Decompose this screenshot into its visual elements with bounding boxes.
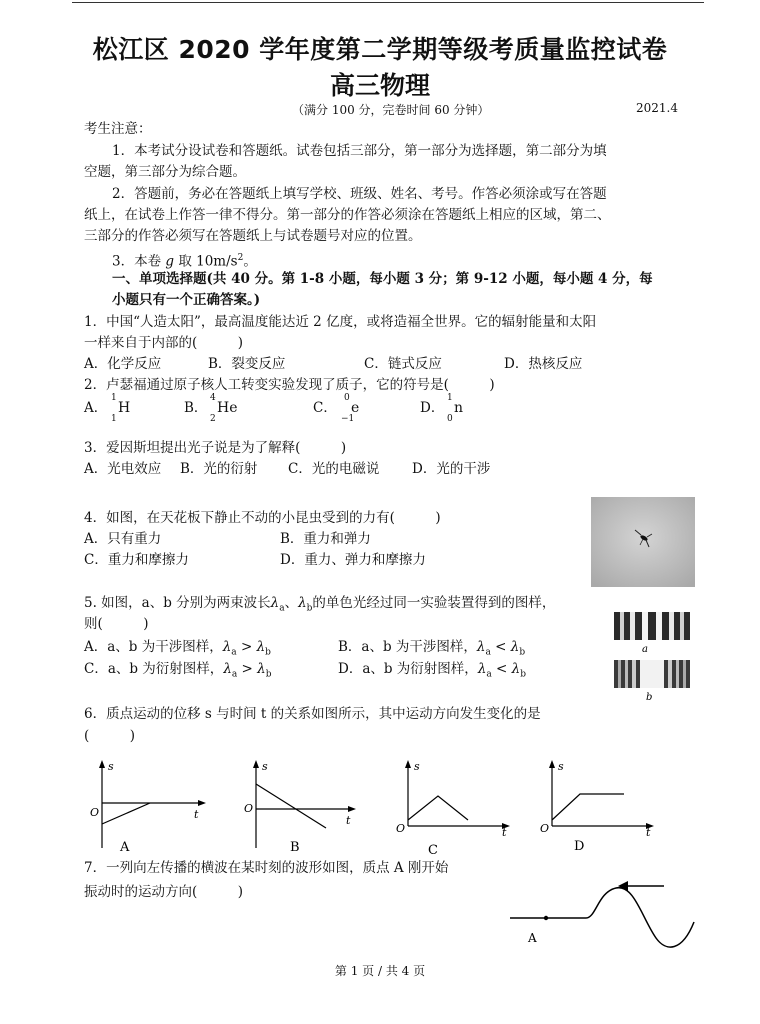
notice-line: 纸上，在试卷上作答一律不得分。第一部分的作答必须涂在答题纸上相应的区域，第二、: [84, 207, 611, 223]
fringe-pattern-b: [614, 660, 690, 702]
question-7-stem: 振动时的运动方向( ): [84, 884, 244, 900]
option-d: D．重力、弹力和摩擦力: [280, 552, 426, 568]
svg-text:O: O: [396, 822, 406, 835]
question-1-stem: 一样来自于内部的( ): [84, 335, 244, 351]
st-graph-c: [392, 756, 522, 860]
svg-text:s: s: [414, 760, 420, 773]
nuclide-he: 4 2 He: [210, 393, 238, 424]
option-d-label: D．: [420, 400, 445, 416]
option-d: D．热核反应: [504, 356, 583, 372]
st-graph-b: [240, 756, 370, 856]
option-a: A．化学反应: [84, 356, 162, 372]
option-c: C．a、b 为衍射图样，$\lambda_a > \lambda_b$: [84, 661, 272, 680]
question-1-stem: 1．中国“人造太阳”，最高温度能达近 2 亿度，或将造福全世界。它的辐射能量和太阳: [84, 314, 597, 330]
question-3-stem: 3．爱因斯坦提出光子说是为了解释( ): [84, 440, 347, 456]
question-6-stem: ( ): [84, 728, 136, 744]
wave-diagram: [506, 872, 702, 956]
svg-text:t: t: [502, 826, 507, 839]
option-a-label: A．: [84, 400, 108, 416]
fringe-label-a: a: [642, 644, 648, 654]
option-a: A．光电效应: [84, 461, 162, 477]
waveform: [510, 888, 694, 947]
notice-line: 3．本卷 g 取 $10m/s^2$。: [112, 253, 257, 270]
svg-text:O: O: [244, 802, 254, 815]
st-graph-d: [536, 756, 666, 856]
fringe-label-b: b: [646, 692, 653, 702]
question-7-stem: 7．一列向左传播的横波在某时刻的波形如图，质点 A 刚开始: [84, 860, 449, 876]
graph-label-c: C: [428, 843, 438, 858]
top-rule: [72, 2, 704, 3]
svg-text:O: O: [90, 806, 100, 819]
insect-photo: [591, 497, 695, 587]
option-c: C．重力和摩擦力: [84, 552, 189, 568]
question-4-stem: 4．如图，在天花板下静止不动的小昆虫受到的力有( ): [84, 510, 441, 526]
graph-label-a: A: [120, 840, 130, 855]
option-c-label: C．: [313, 400, 337, 416]
svg-text:O: O: [540, 822, 550, 835]
option-b: B．重力和弹力: [280, 531, 371, 547]
nuclide-h: 1 1 H: [111, 393, 131, 424]
graph-label-b: B: [290, 840, 300, 855]
option-d: D．a、b 为衍射图样，$\lambda_a < \lambda_b$: [338, 661, 526, 680]
question-6-stem: 6．质点运动的位移 s 与时间 t 的关系如图所示，其中运动方向发生变化的是: [84, 706, 541, 722]
question-2-stem: 2．卢瑟福通过原子核人工转变实验发现了质子，它的符号是( ): [84, 377, 495, 393]
graph-label-d: D: [574, 839, 585, 854]
svg-text:t: t: [346, 814, 351, 827]
option-a: A．只有重力: [84, 531, 162, 547]
svg-text:t: t: [194, 808, 199, 821]
notice-line: 2．答题前，务必在答题纸上填写学校、班级、姓名、考号。作答必须涂或写在答题: [112, 186, 607, 202]
svg-text:t: t: [646, 826, 651, 839]
page-footer: 第 1 页 / 共 4 页: [334, 964, 426, 978]
option-a: A．a、b 为干涉图样，$\lambda_a > \lambda_b$: [84, 639, 271, 658]
option-b-label: B．: [184, 400, 208, 416]
option-b: B．裂变反应: [208, 356, 286, 372]
option-b: B．光的衍射: [180, 461, 258, 477]
notice-line: 1．本考试分设试卷和答题纸。试卷包括三部分，第一部分为选择题，第二部分为填: [112, 143, 607, 159]
exam-title: 松江区 2020 学年度第二学期等级考质量监控试卷: [92, 35, 668, 64]
section-heading: 一、单项选择题(共 40 分。第 1-8 小题，每小题 3 分；第 9-12 小题，每小题 4 分，每: [112, 271, 653, 287]
exam-subject: 高三物理: [329, 71, 430, 100]
svg-text:s: s: [108, 760, 114, 773]
notice-line: 空题，第三部分为综合题。: [84, 164, 246, 180]
option-c: C．链式反应: [364, 356, 442, 372]
svg-text:s: s: [262, 760, 268, 773]
score-info: （满分 100 分，完卷时间 60 分钟）: [292, 103, 490, 117]
exam-date: 2021.4: [636, 101, 678, 115]
section-heading: 小题只有一个正确答案。): [112, 292, 261, 308]
nuclide-n: 1 0 n: [447, 393, 464, 424]
option-c: C．光的电磁说: [288, 461, 380, 477]
question-5-stem: 5. 如图，a、b 分别为两束波长$\lambda_a$、$\lambda_b$的单色光经过同一实验装置得到的图样，: [84, 595, 556, 614]
notice-heading: 考生注意：: [84, 121, 152, 137]
option-b: B．a、b 为干涉图样，$\lambda_a < \lambda_b$: [338, 639, 526, 658]
st-graph-a: [84, 756, 214, 856]
particle-a-dot: [544, 916, 548, 920]
nuclide-e: 0 −1 e: [341, 393, 360, 424]
fringe-pattern-a: [614, 612, 690, 654]
svg-text:s: s: [558, 760, 564, 773]
notice-line: 三部分的作答必须写在答题纸上与试卷题号对应的位置。: [84, 228, 422, 244]
option-d: D．光的干涉: [412, 461, 491, 477]
question-5-stem: 则( ): [84, 616, 149, 632]
particle-a-label: A: [528, 931, 537, 945]
